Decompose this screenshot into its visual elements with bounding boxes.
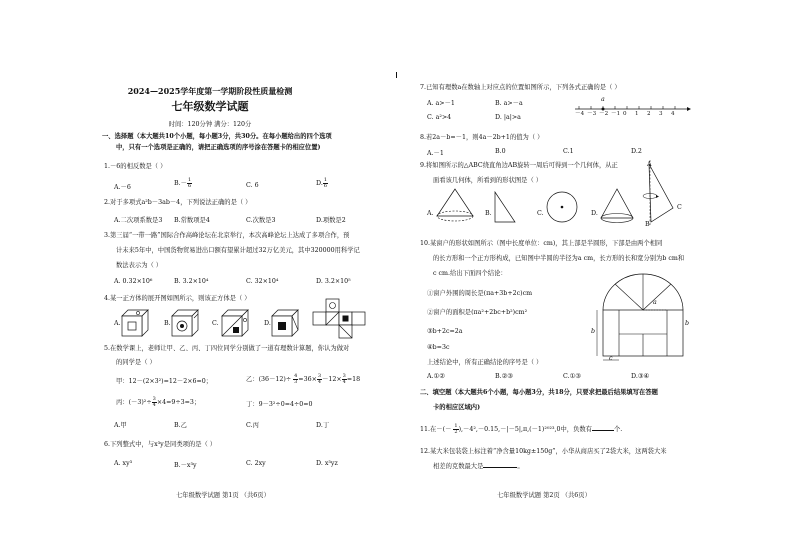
q10-option-b: B.②③	[495, 373, 513, 380]
q8-option-d: D.2	[631, 148, 642, 155]
question-2: 2.对于多项式a²b－3ab－4，下列说法正确的是（ ）	[104, 199, 252, 206]
q10-statement-3: ③b+2c=2a	[427, 328, 463, 335]
number-line-tick-label: －2	[599, 111, 609, 117]
left-page-footer: 七年级数学试题 第1页 （共6页）	[176, 492, 270, 499]
question-3-line3: 数法表示为（ ）	[116, 262, 163, 269]
number-line-tick-label: 2	[647, 111, 651, 117]
q9-option-c: C.	[537, 210, 544, 217]
q1-option-a: A.－6	[114, 184, 131, 191]
exam-subtitle: 七年级数学试题	[171, 100, 249, 113]
q7-option-b: B. a>－a	[495, 100, 523, 107]
number-line-tick-label: 1	[635, 111, 639, 117]
q4-option-d: D.	[264, 320, 271, 327]
question-5-line2: 的同学是（ ）	[116, 359, 156, 366]
q2-option-c: C.次数是3	[246, 217, 276, 224]
right-page-footer: 七年级数学试题 第2页 （共6页）	[497, 492, 591, 499]
q7-option-d: D. |a|>a	[495, 114, 521, 121]
q6-option-b: B.－x³y	[174, 462, 197, 469]
section2-heading: 二、填空题（本大题共6个小题，每小题3分，共18分，只要求把最后结果填写在答题	[420, 389, 658, 396]
number-line-tick-label: 4	[671, 111, 675, 117]
q4-option-c: C.	[212, 320, 219, 327]
exam-meta: 时间：120分钟 满分：120分	[168, 121, 252, 128]
shape-option-a-cone	[435, 188, 475, 226]
q8-option-c: C.1	[563, 148, 574, 155]
window-label-b-right: b	[685, 320, 690, 327]
cube-net-figure	[312, 298, 368, 340]
right-page	[397, 0, 794, 560]
q3-option-b: B. 3.2×10⁴	[174, 278, 209, 285]
question-11: 11.在－(－ $\frac{1}{2}$ ),－4²,－0.15,－|－5|,π,(－1)²⁰²³,0中，负数有 个.	[420, 423, 623, 435]
question-9-line1: 9.将如图所示的△ABC绕直角边AB旋转一周后可得到一个几何体，从正	[420, 162, 618, 169]
number-line-tick-label: －4	[575, 111, 585, 117]
q5-option-d: D.丁	[316, 422, 330, 429]
cube-option-c-figure	[222, 310, 252, 336]
number-line-tick-label: －3	[587, 111, 597, 117]
q6-option-d: D. x³yz	[316, 460, 338, 467]
question-10-line3: c cm.给出下面四个结论：	[433, 270, 507, 277]
exam-title: 2024—2025学年度第一学期阶段性质量检测	[127, 86, 293, 96]
q9-option-b: B.	[485, 210, 492, 217]
q9-option-d: D.	[591, 210, 598, 217]
q10-statement-4: ④b=3c	[427, 344, 450, 351]
q10-statement-2: ②窗户的面积是(πa²+2bc+b²)cm²	[427, 309, 528, 316]
question-9-line2: 面看该几何体，所看到的形状图是（ ）	[433, 177, 543, 184]
q5-option-a: A.甲	[114, 422, 127, 429]
number-line-point-label: a	[601, 96, 605, 103]
shape-option-c-circle	[545, 190, 579, 224]
q5-statement-yi: 乙：(36－12)÷ $\frac{4}{3}$ =36× $\frac{3}{4}$ －12× $\frac{3}{4}$ =18	[246, 373, 361, 385]
question-10-line1: 10.某窗户的形状如图所示（图中长度单位：cm)，其上部是半圆形，下部是由两个相同	[420, 240, 663, 247]
question-12-line2: 相差的克数最大是 。	[433, 463, 524, 470]
q7-option-a: A. a>－1	[427, 100, 455, 107]
question-7: 7.已知有理数a在数轴上对应点的位置如图所示，下列各式正确的是（ ）	[420, 84, 621, 91]
q10-option-d: D.③④	[631, 373, 650, 380]
question-12-line1: 12.某大米包装袋上标注着“净含量10kg±150g”，小华从商店买了2袋大米，这两袋大米	[420, 448, 667, 455]
q10-option-a: A.①②	[427, 373, 445, 380]
q8-option-a: A.－1	[427, 150, 444, 157]
q2-option-b: B.常数项是4	[174, 217, 210, 224]
q1-option-c: C. 6	[246, 182, 259, 189]
question-3-line1: 3.第三届“一带一路”国际合作高峰论坛在北京举行，本次高峰论坛上达成了多项合作，预	[104, 232, 350, 239]
q5-option-b: B.乙	[174, 422, 187, 429]
number-line-tick-label: －1	[611, 111, 621, 117]
shape-option-d-isoceles	[599, 188, 635, 226]
triangle-label-b: B	[645, 221, 650, 228]
q3-option-c: C. 32×10⁴	[246, 278, 279, 285]
section1-heading: 一、选择题（本大题共10个小题，每小题3分，共30分。在每小题给出的四个选项	[102, 133, 332, 140]
triangle-label-c: C	[677, 204, 682, 211]
q4-option-a: A.	[114, 320, 121, 327]
section2-heading-2: 卡的相应区域内)	[433, 404, 481, 411]
q5-statement-jia: 甲：12－(2×3²)=12－2×6=0；	[116, 378, 213, 385]
q10-option-c: C.①③	[563, 373, 581, 380]
question-10-line2: 的长方形和一个正方形构成，已知图中半圆的半径为a cm，长方形的长和宽分别为b cm和	[433, 255, 685, 262]
window-figure	[595, 272, 691, 362]
window-label-c: c	[609, 355, 613, 362]
q5-option-c: C.丙	[246, 422, 259, 429]
triangle-label-a: A	[647, 161, 652, 168]
question-5-line1: 5.在数学课上，老师让甲、乙、丙、丁四位同学分别做了一道有理数计算题，你认为做对	[104, 345, 350, 352]
cube-option-d-figure	[272, 310, 302, 336]
q7-option-c: C. a²>4	[427, 114, 452, 121]
window-label-b-left: b	[591, 328, 596, 335]
q10-conclusion-prompt: 上述结论中，所有正确结论的序号是（ ）	[427, 359, 543, 366]
q1-option-b: B.－ $\frac{1}{6}$	[174, 177, 192, 189]
q1-option-d: D. $\frac{1}{6}$	[316, 177, 328, 189]
shape-option-b-triangle	[493, 190, 519, 226]
q11-answer-blank[interactable]	[592, 425, 614, 431]
number-line-tick-label: 0	[623, 111, 627, 117]
q5-statement-ding: 丁：9－3²÷0=4÷0=0	[246, 401, 313, 408]
question-3-line2: 计未来5年中，中国货物贸易进出口额有望累计超过32万亿美元，其中320000用科学记	[116, 247, 360, 254]
window-label-a: a	[653, 299, 657, 306]
q3-option-a: A. 0.32×10⁶	[114, 278, 153, 285]
q8-option-b: B.0	[495, 148, 506, 155]
q10-statement-1: ①窗户外围的周长是(πa+3b+2c)cm	[427, 290, 533, 297]
question-8: 8.若2a－b=－1，则4a－2b+1的值为（ ）	[420, 134, 544, 141]
q5-statement-bing: 丙：(－3)²÷ $\frac{3}{4}$ ×4=9÷3=3；	[116, 396, 201, 408]
cube-option-a-figure	[122, 310, 152, 336]
triangle-abc-figure	[639, 160, 685, 228]
question-4: 4.某一正方体的展开图如图所示，则该正方体是（ ）	[104, 295, 251, 302]
section1-heading-2: 中，只有一个选项是正确的，请把正确选项的序号涂在答题卡的相应位置)	[116, 144, 321, 151]
number-line-tick-label: 3	[659, 111, 663, 117]
question-6: 6.下列整式中，与x³y是同类项的是（ ）	[104, 441, 217, 448]
q2-option-a: A.二次项系数是3	[114, 217, 163, 224]
q12-answer-blank[interactable]	[483, 462, 517, 468]
q2-option-d: D.项数是2	[316, 217, 346, 224]
q3-option-d: D. 3.2×10⁵	[316, 278, 351, 285]
question-1: 1.－6的相反数是（ ）	[104, 163, 167, 170]
q4-option-b: B.	[164, 320, 171, 327]
q6-option-c: C. 2xy	[246, 460, 266, 467]
q9-option-a: A.	[427, 210, 434, 217]
q6-option-a: A. xy³	[114, 460, 133, 467]
cube-option-b-figure	[172, 310, 202, 336]
